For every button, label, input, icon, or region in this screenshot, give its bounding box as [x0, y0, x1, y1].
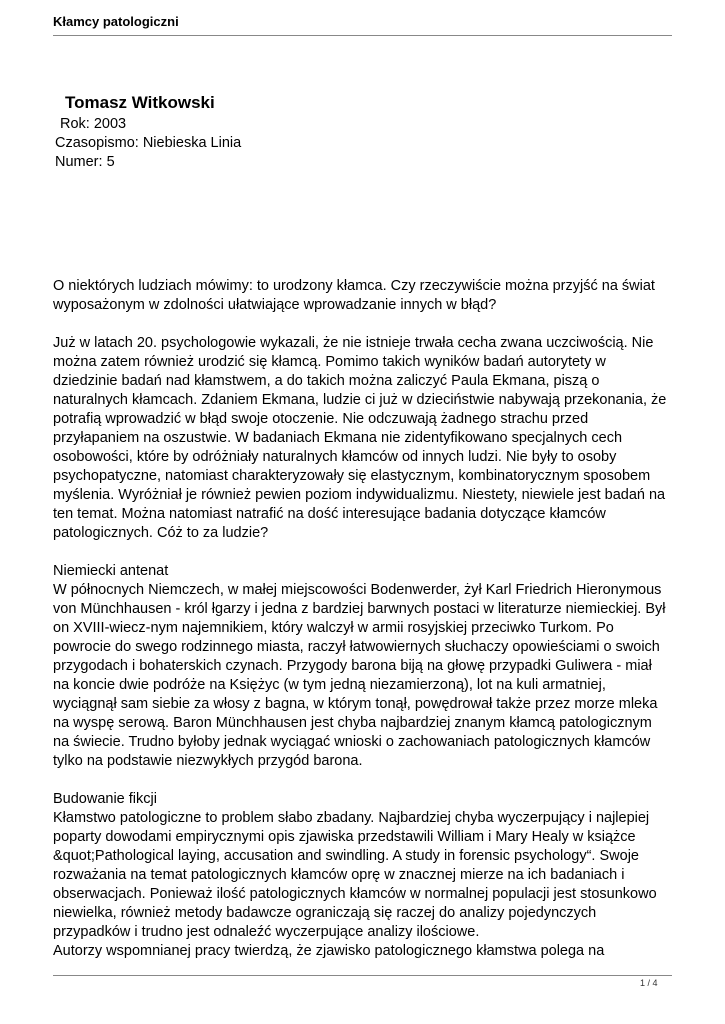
article-line: von Münchhausen - król łgarzy i jedna z bardziej barwnych postaci w literaturze niemieckiej. Był: [53, 601, 666, 617]
article-line: obserwacjach. Ponieważ ilość patologicznych kłamców w normalnej populacji jest stosunkowo: [53, 886, 657, 902]
article-line: powrocie do swego rodzinnego miasta, raczył łatwowiernych słuchaczy opowieściami o swoich: [53, 639, 660, 655]
article-line: dziedzinie badań nad kłamstwem, a do takich można zaliczyć Paula Ekmana, piszą o: [53, 373, 600, 389]
article-line: rozważania na temat patologicznych kłamców oprę w znacznej mierze na ich badaniach i: [53, 867, 625, 883]
article-line: Niemiecki antenat: [53, 563, 169, 579]
document-header-title: Kłamcy patologiczni: [53, 14, 179, 29]
article-line: O niektórych ludziach mówimy: to urodzony kłamca. Czy rzeczywiście można przyjść na świat: [53, 278, 655, 294]
article-line: potrafią wprowadzić w błąd swoje otoczenie. Nie odczuwają żadnego strachu przed: [53, 411, 589, 427]
header-divider: [53, 35, 672, 36]
article-line: poparty dowodami empirycznymi opis zjawiska przedstawili William i Mary Healy w książce: [53, 829, 636, 845]
article-metadata: [55, 115, 241, 172]
page-number: 1 / 4: [640, 978, 658, 988]
paragraph-spacer: [53, 315, 678, 334]
publication-year: Rok: 2003: [60, 116, 127, 132]
article-line: myślenia. Wyróżniał je również pewien poziom indywidualizmu. Niestety, niewiele jest badań na: [53, 487, 666, 503]
article-line: niewielka, również metody badawcze ograniczają się raczej do analizy pojedynczych: [53, 905, 597, 921]
article-line: Budowanie fikcji: [53, 791, 157, 807]
article-line: W północnych Niemczech, w małej miejscowości Bodenwerder, żył Karl Friedrich Hieronymous: [53, 582, 662, 598]
article-line: psychopatyczne, natomiast charakteryzowały się elastycznym, kombinatorycznym sposobem: [53, 468, 651, 484]
article-line: wyciągnął sam siebie za włosy z bagna, w którym tonął, powędrował także przez morze mleka: [53, 696, 658, 712]
article-line: na koncie dwie podróże na Księżyc (w tym jedną niezamierzoną), lot na kuli armatniej,: [53, 677, 606, 693]
article-line: &quot;Pathological laying, accusation and swindling. A study in forensic psychology“. Swoje: [53, 848, 639, 864]
article-line: ten temat. Można natomiast natrafić na dość interesujące badania dotyczące kłamców: [53, 506, 606, 522]
issue-number: Numer: 5: [55, 154, 115, 170]
article-line: przyłapaniem na oszustwie. W badaniach Ekmana nie zidentyfikowano specjalnych cech: [53, 430, 623, 446]
article-line: wyposażonym w zdolności ułatwiające wprowadzanie innych w błąd?: [53, 297, 497, 313]
article-body: [53, 277, 678, 961]
article-line: patologicznych. Cóż to za ludzie?: [53, 525, 269, 541]
article-line: Kłamstwo patologiczne to problem słabo zbadany. Najbardziej chyba wyczerpujący i najlepiej: [53, 810, 650, 826]
footer-divider: [53, 975, 672, 976]
article-line: on XVIII-wiecz-nym najemnikiem, który walczył w armii rosyjskiej przeciwko Turkom. Po: [53, 620, 614, 636]
magazine-name: Czasopismo: Niebieska Linia: [55, 135, 242, 151]
article-line: Autorzy wspomnianej pracy twierdzą, że zjawisko patologicznego kłamstwa polega na: [53, 943, 605, 959]
article-line: osobowości, które by odróżniały naturalnych kłamców od innych ludzi. Nie były to osoby: [53, 449, 617, 465]
article-line: Już w latach 20. psychologowie wykazali, że nie istnieje trwała cecha zwana uczciwością. Nie: [53, 335, 654, 351]
article-line: naturalnych kłamcach. Zdaniem Ekmana, ludzie ci już w dzieciństwie nabywają przekonania, że: [53, 392, 667, 408]
paragraph-spacer: [53, 771, 678, 790]
article-line: na wyspę serową. Baron Münchhausen jest chyba najbardziej znanym kłamcą patologicznym: [53, 715, 652, 731]
article-line: można zatem również urodzić się kłamcą. Pomimo takich wyników badań autorytety w: [53, 354, 606, 370]
article-line: przypadków i trudno jest odnaleźć wyczerpujące analizy ilościowe.: [53, 924, 480, 940]
paragraph-spacer: [53, 543, 678, 562]
author-name: Tomasz Witkowski: [65, 93, 215, 112]
article-line: na świecie. Trudno byłoby jednak wyciągać wnioski o zachowaniach patologicznych kłamców: [53, 734, 651, 750]
article-line: tylko na podstawie niezwykłych przygód barona.: [53, 753, 363, 769]
article-line: przygodach i bohaterskich czynach. Przygody barona biją na głowę przypadki Guliwera - miał: [53, 658, 652, 674]
